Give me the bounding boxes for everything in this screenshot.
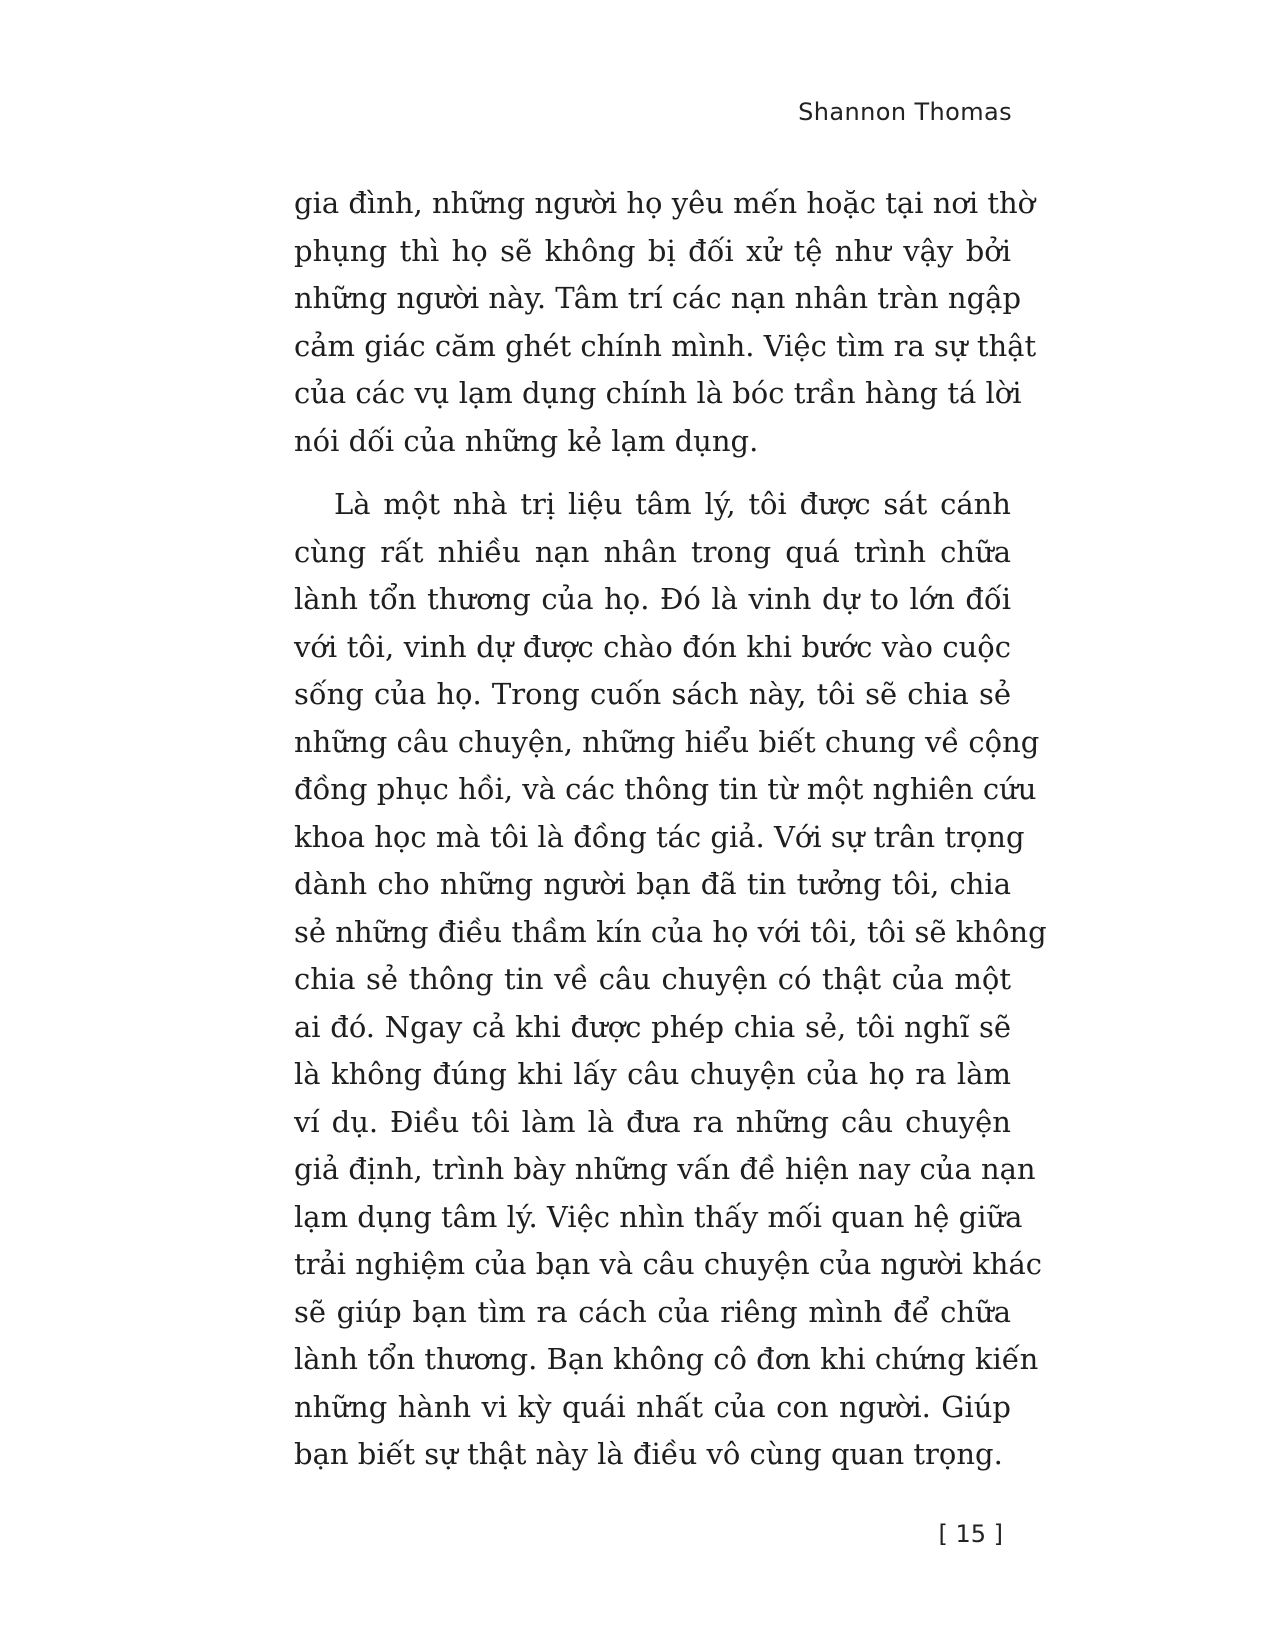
text-line: cùng rất nhiều nạn nhân trong quá trình chữa: [294, 534, 1011, 569]
text-line: sống của họ. Trong cuốn sách này, tôi sẽ chia sẻ: [294, 677, 1011, 711]
text-line: đồng phục hồi, và các thông tin từ một nghiên cứu: [294, 772, 1037, 806]
text-line: lành tổn thương. Bạn không cô đơn khi chứng kiến: [294, 1342, 1039, 1376]
text-line: những người này. Tâm trí các nạn nhân tràn ngập: [294, 281, 1022, 315]
text-line: sẽ giúp bạn tìm ra cách của riêng mình để chữa: [294, 1294, 1011, 1329]
text-line: bạn biết sự thật này là điều vô cùng quan trọng.: [294, 1437, 1003, 1471]
text-line: của các vụ lạm dụng chính là bóc trần hàng tá lời: [294, 376, 1022, 410]
text-line: gia đình, những người họ yêu mến hoặc tại nơi thờ: [294, 186, 1036, 220]
text-line: nói dối của những kẻ lạm dụng.: [294, 423, 759, 458]
page-number: [ 15 ]: [938, 1520, 1003, 1548]
text-line: lành tổn thương của họ. Đó là vinh dự to lớn đối: [294, 582, 1011, 616]
text-line: với tôi, vinh dự được chào đón khi bước vào cuộc: [294, 629, 1011, 664]
paragraph-2: [294, 481, 1047, 1479]
text-line: dành cho những người bạn đã tin tưởng tôi, chia: [294, 867, 1011, 901]
text-line: trải nghiệm của bạn và câu chuyện của người khác: [294, 1247, 1042, 1281]
text-line: lạm dụng tâm lý. Việc nhìn thấy mối quan hệ giữa: [294, 1199, 1023, 1234]
text-line: giả định, trình bày những vấn đề hiện nay của nạn: [294, 1152, 1036, 1186]
text-line: khoa học mà tôi là đồng tác giả. Với sự trân trọng: [294, 819, 1025, 854]
text-line: cảm giác căm ghét chính mình. Việc tìm ra sự thật: [294, 328, 1037, 363]
text-line: chia sẻ thông tin về câu chuyện có thật của một: [294, 962, 1011, 996]
running-head-author: Shannon Thomas: [798, 98, 1012, 126]
paragraph-spacer: [294, 465, 1011, 481]
text-line: ví dụ. Điều tôi làm là đưa ra những câu chuyện: [294, 1104, 1011, 1139]
text-line: phụng thì họ sẽ không bị đối xử tệ như vậy bởi: [294, 233, 1011, 268]
text-line: Là một nhà trị liệu tâm lý, tôi được sát cánh: [334, 487, 1011, 521]
text-line: những hành vi kỳ quái nhất của con người. Giúp: [294, 1389, 1011, 1424]
paragraph-1: [294, 180, 1037, 465]
text-line: ai đó. Ngay cả khi được phép chia sẻ, tôi nghĩ sẽ: [294, 1009, 1011, 1044]
body-text: [294, 180, 1047, 1479]
text-line: sẻ những điều thầm kín của họ với tôi, tôi sẽ không: [294, 914, 1047, 949]
text-line: là không đúng khi lấy câu chuyện của họ ra làm: [294, 1057, 1011, 1091]
text-line: những câu chuyện, những hiểu biết chung về cộng: [294, 724, 1040, 759]
